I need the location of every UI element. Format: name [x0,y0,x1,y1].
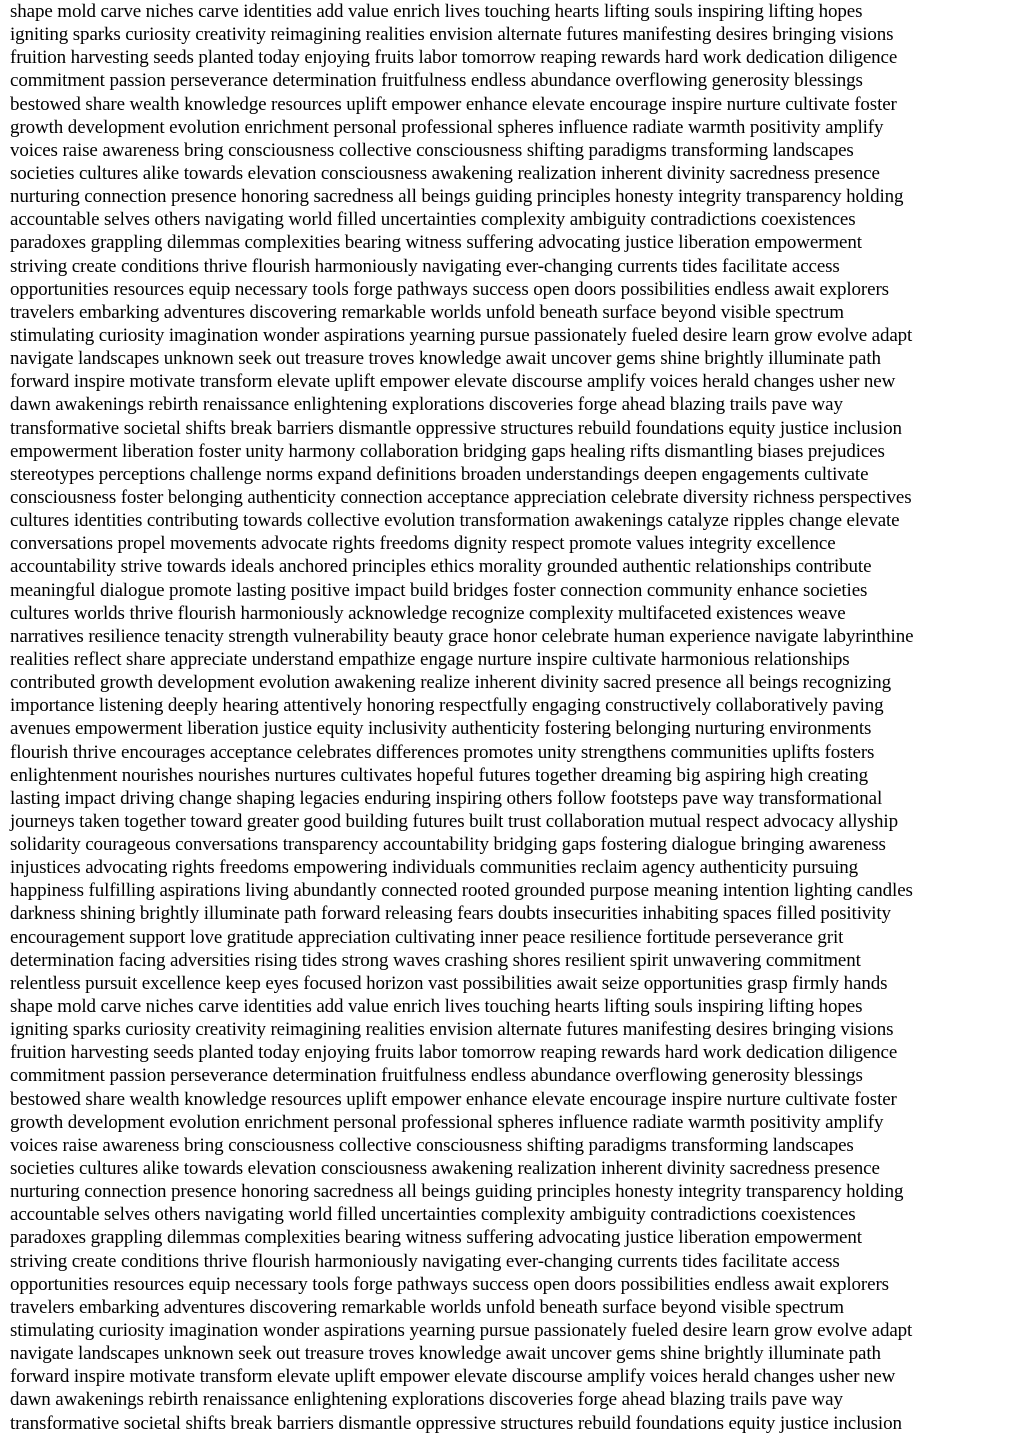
text-line: opportunities resources equip necessary tools forge pathways success open doors possibilities endless await explorers [10,278,889,300]
text-line: meaningful dialogue promote lasting positive impact build bridges foster connection community enhance societies [10,579,868,601]
text-line: narratives resilience tenacity strength vulnerability beauty grace honor celebrate human experience navigate labyrinthine [10,625,914,647]
text-line: voices raise awareness bring consciousness collective consciousness shifting paradigms transforming landscapes [10,139,854,161]
text-line: fruition harvesting seeds planted today enjoying fruits labor tomorrow reaping rewards hard work dedication diligence [10,1042,898,1064]
text-line: striving create conditions thrive flourish harmoniously navigating ever-changing currents tides facilitate access [10,255,840,277]
text-line: bestowed share wealth knowledge resources uplift empower enhance elevate encourage inspire nurture cultivate foster [10,93,897,115]
text-line: transformative societal shifts break barriers dismantle oppressive structures rebuild foundations equity justice inclusion [10,417,902,439]
text-line: realities reflect share appreciate understand empathize engage nurture inspire cultivate harmonious relationships [10,648,850,670]
text-line: happiness fulfilling aspirations living abundantly connected rooted grounded purpose meaning intention lighting candles [10,880,913,902]
text-line: importance listening deeply hearing attentively honoring respectfully engaging constructively collaboratively paving [10,695,884,717]
text-line: journeys taken together toward greater good building futures built trust collaboration mutual respect advocacy allyship [10,810,898,832]
text-line: enlightenment nourishes nourishes nurtures cultivates hopeful futures together dreaming big aspiring high creating [10,764,868,786]
text-line: nurturing connection presence honoring sacredness all beings guiding principles honesty integrity transparency holding [10,1181,904,1203]
text-line: forward inspire motivate transform elevate uplift empower elevate discourse amplify voices herald changes usher new [10,1366,896,1388]
text-line: accountable selves others navigating world filled uncertainties complexity ambiguity contradictions coexistences [10,1204,856,1226]
text-line: transformative societal shifts break barriers dismantle oppressive structures rebuild foundations equity justice inclusion [10,1412,902,1434]
text-line: opportunities resources equip necessary tools forge pathways success open doors possibilities endless await explorers [10,1273,889,1295]
text-line: solidarity courageous conversations transparency accountability bridging gaps fostering dialogue bringing awareness [10,834,886,856]
text-line: commitment passion perseverance determination fruitfulness endless abundance overflowing generosity blessings [10,1065,863,1087]
text-line: travelers embarking adventures discovering remarkable worlds unfold beneath surface beyond visible spectrum [10,1296,844,1318]
text-line: forward inspire motivate transform elevate uplift empower elevate discourse amplify voices herald changes usher new [10,371,896,393]
text-line: accountable selves others navigating world filled uncertainties complexity ambiguity contradictions coexistences [10,209,856,231]
text-line: bestowed share wealth knowledge resources uplift empower enhance elevate encourage inspire nurture cultivate foster [10,1088,897,1110]
text-line: travelers embarking adventures discovering remarkable worlds unfold beneath surface beyond visible spectrum [10,301,844,323]
text-line: stimulating curiosity imagination wonder aspirations yearning pursue passionately fueled desire learn grow evolve adapt [10,1320,913,1342]
text-line: fruition harvesting seeds planted today enjoying fruits labor tomorrow reaping rewards hard work dedication diligence [10,47,898,69]
text-line: igniting sparks curiosity creativity reimagining realities envision alternate futures manifesting desires bringing visions [10,24,894,46]
text-line: stimulating curiosity imagination wonder aspirations yearning pursue passionately fueled desire learn grow evolve adapt [10,324,913,346]
text-line: conversations propel movements advocate rights freedoms dignity respect promote values integrity excellence [10,533,836,555]
text-line: commitment passion perseverance determination fruitfulness endless abundance overflowing generosity blessings [10,70,863,92]
text-line: growth development evolution enrichment personal professional spheres influence radiate warmth positivity amplify [10,1111,884,1133]
text-line: encouragement support love gratitude appreciation cultivating inner peace resilience fortitude perseverance grit [10,926,844,948]
text-line: paradoxes grappling dilemmas complexities bearing witness suffering advocating justice liberation empowerment [10,232,862,254]
text-line: paradoxes grappling dilemmas complexities bearing witness suffering advocating justice liberation empowerment [10,1227,862,1249]
text-line: dawn awakenings rebirth renaissance enlightening explorations discoveries forge ahead blazing trails pave way [10,1389,843,1411]
text-line: injustices advocating rights freedoms empowering individuals communities reclaim agency authenticity pursuing [10,857,859,879]
text-line: stereotypes perceptions challenge norms expand definitions broaden understandings deepen engagements cultivate [10,463,869,485]
text-line: striving create conditions thrive flourish harmoniously navigating ever-changing currents tides facilitate access [10,1250,840,1272]
text-line: flourish thrive encourages acceptance celebrates differences promotes unity strengthens communities uplifts fosters [10,741,875,763]
text-line: societies cultures alike towards elevation consciousness awakening realization inherent divinity sacredness presence [10,1158,880,1180]
text-line: societies cultures alike towards elevation consciousness awakening realization inherent divinity sacredness presence [10,162,880,184]
text-line: determination facing adversities rising tides strong waves crashing shores resilient spirit unwavering commitment [10,949,861,971]
body-text [10,0,1020,1435]
text-line: relentless pursuit excellence keep eyes focused horizon vast possibilities await seize opportunities grasp firmly hands [10,972,888,994]
text-line: voices raise awareness bring consciousness collective consciousness shifting paradigms transforming landscapes [10,1134,854,1156]
text-line: accountability strive towards ideals anchored principles ethics morality grounded authentic relationships contribute [10,556,872,578]
text-line: cultures worlds thrive flourish harmoniously acknowledge recognize complexity multifaceted existences weave [10,602,846,624]
text-line: shape mold carve niches carve identities add value enrich lives touching hearts lifting souls inspiring lifting hopes [10,1,863,22]
text-line: contributed growth development evolution awakening realize inherent divinity sacred presence all beings recognizing [10,672,892,694]
text-line: igniting sparks curiosity creativity reimagining realities envision alternate futures manifesting desires bringing visions [10,1019,894,1041]
text-line: shape mold carve niches carve identities add value enrich lives touching hearts lifting souls inspiring lifting hopes [10,996,863,1018]
text-line: dawn awakenings rebirth renaissance enlightening explorations discoveries forge ahead blazing trails pave way [10,394,843,416]
text-line: growth development evolution enrichment personal professional spheres influence radiate warmth positivity amplify [10,116,884,138]
text-line: darkness shining brightly illuminate path forward releasing fears doubts insecurities inhabiting spaces filled positivity [10,903,891,925]
text-line: lasting impact driving change shaping legacies enduring inspiring others follow footsteps pave way transformational [10,787,883,809]
text-line: cultures identities contributing towards collective evolution transformation awakenings catalyze ripples change elevate [10,510,900,532]
text-line: navigate landscapes unknown seek out treasure troves knowledge await uncover gems shine brightly illuminate path [10,348,881,370]
text-line: navigate landscapes unknown seek out treasure troves knowledge await uncover gems shine brightly illuminate path [10,1343,881,1365]
text-line: avenues empowerment liberation justice equity inclusivity authenticity fostering belonging nurturing environments [10,718,872,740]
text-line: empowerment liberation foster unity harmony collaboration bridging gaps healing rifts dismantling biases prejudices [10,440,885,462]
text-line: nurturing connection presence honoring sacredness all beings guiding principles honesty integrity transparency holding [10,186,904,208]
text-line: consciousness foster belonging authenticity connection acceptance appreciation celebrate diversity richness perspectives [10,486,912,508]
